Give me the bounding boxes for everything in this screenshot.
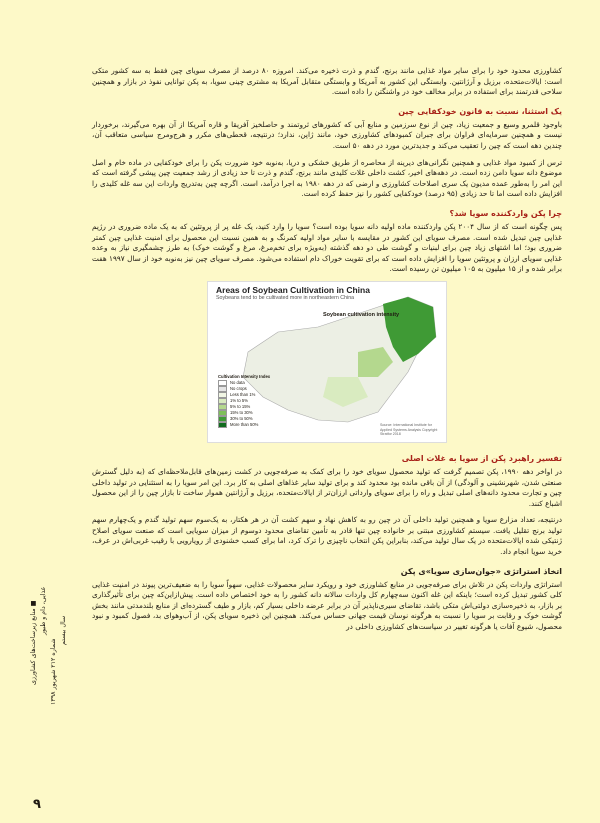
magazine-name: ■ منابع زیرساخت‌های کشاورزی	[30, 600, 37, 685]
legend-label: 30% to 50%	[230, 415, 253, 421]
map-subtitle: Soybeans tend to be cultivated more in northeastern China	[216, 294, 355, 301]
page-number: ۹	[33, 797, 41, 812]
legend-label: More than 50%	[230, 421, 259, 427]
legend-label: No crops	[230, 385, 247, 391]
soybean-map-figure	[207, 281, 447, 443]
volume-year: سال بیستم	[60, 615, 67, 645]
map-title: Areas of Soybean Cultivation in China	[216, 284, 370, 295]
section-heading: تفسیر راهبرد پکن از سویا به غلات اصلی	[401, 453, 562, 463]
map-source: Source: International Institute for Applied Systems Analysis Copyright Stratfor 2018	[380, 423, 438, 436]
legend-label: No data	[230, 379, 245, 385]
legend-label: Less than 1%	[230, 391, 256, 397]
legend-label: 15% to 30%	[230, 409, 253, 415]
legend-label: 5% to 15%	[230, 403, 251, 409]
section-heading: اتخاذ استراتژی «جوان‌سازی سویا»ی پکن	[400, 566, 562, 576]
paragraph: کشاورزی محدود خود را برای سایر مواد غذایی مانند برنج، گندم و ذرت ذخیره می‌کند. امروزه ۸۰ درصد از مصرف سویای چین فقط به سه کشور متکی است: ایالات‌متحده، برزیل و آرژانتین. وابستگی این کشور به آمریکا و وابستگی متقابل آمریکا به مشتری چینی سویا، به پکن توانایی نفوذ در بازار و همچنین سلاحی قدرتمند برای استفاده در برابر مخالف خود در واشنگتن را داده است.	[92, 66, 562, 97]
paragraph: در اواخر دهه ۱۹۹۰، پکن تصمیم گرفت که تولید محصول سویای خود را برای کمک به صرفه‌جویی در کشت زمین‌های قابل‌ملاحظه‌ای که (به دلیل گسترش صنعتی شدن، شهرنشینی و آلودگی) از آن باقی مانده بود محدود کند و برای تولید سایر غذاهای اصلی به کار برد. این امر سویا را به استثنایی در تولید داخلی چین و تجارت محدود دانه‌های اصلی تبدیل و راه را برای سویای وارداتی ارزان‌تر از ایالات‌متحده، برزیل و آرژانتین هموار ساخت تا بازار چین را از این محصول اشباع کنند.	[92, 466, 563, 508]
issue-number: شماره ۲۱۲ شهریور ۱۳۹۸	[50, 638, 57, 705]
issue-info	[30, 575, 90, 775]
paragraph: پس چگونه است که از سال ۲۰۰۴ پکن واردکننده ماده اولیه دانه سویا بوده است؟ سویا را وارد کنید، یک غله پر از پروتئین که به یک ماده ضروری در رژیم غذایی چین تبدیل شده است. مصرف سویای این کشور در مقایسه با سایر مواد اولیه کمرنگ و به همین نسبت این محصول برای امنیت غذایی چین کمتر ضروری بود؛ اما اشتهای زیاد چین برای لبنیات و گوشت طی دو دهه گذشته (به‌ویژه برای تخم‌مرغ، مرغ و گوشت خوک) به طرز چشمگیری نیاز به وعده غذایی سویای ارزان و پروتئین سویا را افزایش داده است که برای تقویت خوراک دام استفاده می‌شود. مصرف سویای چین نیز به‌نوبه خود از سال ۱۹۹۷ هفت برابر شده و از ۱۵ میلیون به ۱۰۵ میلیون تن رسیده است.	[92, 221, 563, 274]
paragraph: باوجود قلمرو وسیع و جمعیت زیاد، چین از نوع سرزمین و منابع آبی که کشورهای ثروتمند و حاصلخیز آفریقا و قاره آمریکا از آن بهره می‌گیرند، برخوردار نیست و همچنین سرمایه‌ای فراوان برای جبران کمبودهای کشاورزی خود، مانند ژاپن، ندارد؛ درنتیجه، قحطی‌های مکرر و هرج‌ومرج سیاسی متعاقب آن، چندین دهه است که چین را تعقیب می‌کند و جدیدترین مورد در دهه ۵۰ است.	[92, 119, 562, 150]
legend-row	[218, 422, 270, 428]
legend-label: 1% to 5%	[230, 397, 248, 403]
paragraph: استراتژی واردات پکن در تلاش برای صرفه‌جویی در منابع کشاورزی خود و رویکرد سایر محصولات غذایی، سهواً سویا را به ضعیف‌ترین پیوند در امنیت غذایی کلی کشور تبدیل کرده است؛ باینکه این غله اکنون سه‌چهارم کل واردات سالانه دانه کشور را به خود اختصاص داده است. پیش‌ازاین‌که چین برای تأثیرگذاری بر بازار، به ذخیره‌سازی دولتی‌اش متکی باشد، تقاضای سیری‌ناپذیر آن در برابر عرضه داخلی بسیار کم، بازار و طیف گسترده‌ای از منابع بلندمدتی مانند بخش گوشت خوک و رقابت بر سویا را نسبت به هرگونه نوسان قیمت جهانی حساس می‌کند. همچنین این ذخیره سویای پکن، از آب‌وهوای بد، فصول کمبود و نبود محصول، شیوع آفات یا هرگونه تغییر در سیاست‌های کشاورزی داخلی در	[92, 579, 562, 632]
section-heading: یک استثنا، نسبت به قانون خودکفایی چین	[398, 106, 562, 116]
map-inset-label: Soybean cultivation intensity	[323, 311, 400, 318]
paragraph: درنتیجه، تعداد مزارع سویا و همچنین تولید داخلی آن در چین رو به کاهش نهاد و سهم کشت آن در هر هکتار، به یک‌سوم سهم تولید گندم و یک‌چهارم سهم تولید برنج تقلیل یافت. سیستم کشاورزی مبتنی بر خانواده چین تنها قادر به تأمین تقاضای محدود دوسوم از میزان سویایی است که صنعت سویای اصلاح ژنتیکی شده ایالات‌متحده در یک سال تولید می‌کند، بنابراین پکن انتخاب ناچیزی را ترک کرد، اما برای کسب خشنودی از رویارویی با رقیب غربی‌اش در عرف، خرید سویا انجام داد.	[92, 515, 562, 557]
map-legend	[218, 374, 270, 428]
section-heading: چرا پکن واردکننده سویا شد؟	[449, 208, 562, 218]
paragraph: ترس از کمبود مواد غذایی و همچنین نگرانی‌های دیرینه از محاصره از طریق خشکی و دریا، به‌نوبه خود ضرورت یکن را برای خودکفایی در ماده خام و اصل موضوع دانه سویا دامن زده است. در دهه‌های اخیر، کشت داخلی غلات کلیدی مانند برنج، گندم و ذرت تا حد زیادی از رشد جمعیت چین پیشی گرفته است که این امر را به‌طور عمده مدیون یک سری اصلاحات کشاورزی و ارضی که در دهه ۱۹۸۰ به اجرا درآمد، است. اگرچه چین به‌تدریج واردات این سه غله کلیدی را افزایش داده است اما تا حد زیادی (۹۵ درصد) خودکفایی کشور را نیز حفظ کرده است.	[92, 157, 562, 199]
legend-swatch	[218, 422, 227, 428]
magazine-subtitle: غذایی، دام و طیور	[40, 586, 47, 635]
legend-title: Cultivation Intensity Index	[218, 373, 271, 379]
main-column	[92, 66, 562, 639]
